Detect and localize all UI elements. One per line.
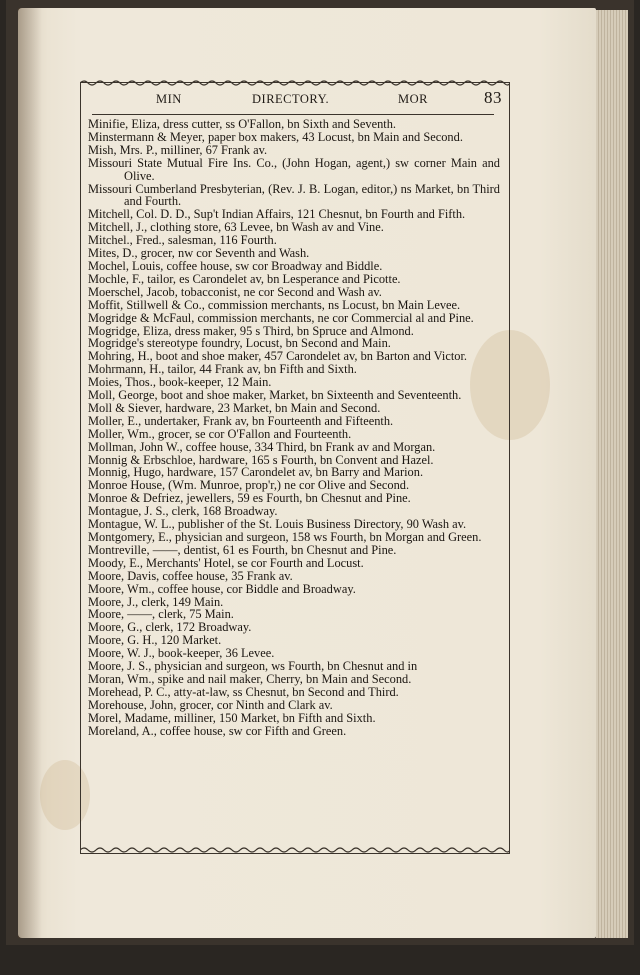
directory-entry: Mogridge, Eliza, dress maker, 95 s Third, bn Spruce and Almond. [88,323,414,338]
directory-entry: Monnig & Erbschloe, hardware, 165 s Fourth, bn Convent and Hazel. [88,452,434,467]
page-edges [596,10,628,938]
header-rule [92,114,494,115]
directory-entry: Moller, E., undertaker, Frank av, bn Fourteenth and Fifteenth. [88,413,394,428]
directory-entry: Morehouse, John, grocer, cor Ninth and Clark av. [88,697,333,712]
directory-entry: Missouri Cumberland Presbyterian, (Rev. J. B. Logan, editor,) ns Market, bn Third and Fourth. [88,181,500,209]
directory-entry: Moore, W. J., book-keeper, 36 Levee. [88,646,275,661]
directory-entry: Mohring, H., boot and shoe maker, 457 Carondelet av, bn Barton and Victor. [88,349,468,364]
directory-entry: Mochel, Louis, coffee house, sw cor Broadway and Biddle. [88,258,383,273]
directory-entry: Moran, Wm., spike and nail maker, Cherry, bn Main and Second. [88,671,412,686]
directory-entry: Moore, J., clerk, 149 Main. [88,594,224,609]
directory-entry: Monroe & Defriez, jewellers, 59 es Fourth, bn Chesnut and Pine. [88,491,411,506]
directory-entry: Moore, G. H., 120 Market. [88,633,222,648]
directory-entry: Mollman, John W., coffee house, 334 Third, bn Frank av and Morgan. [88,439,436,454]
directory-entry: Moller, Wm., grocer, se cor O'Fallon and Fourteenth. [88,426,352,441]
directory-entry: Monnig, Hugo, hardware, 157 Carondelet av, bn Barry and Marion. [88,465,424,480]
directory-entry: Montgomery, E., physician and surgeon, 158 ws Fourth, bn Morgan and Green. [88,530,482,544]
directory-entry: Missouri State Mutual Fire Ins. Co., (John Hogan, agent,) sw corner Main and Olive. [88,155,500,183]
directory-entry: Moll, George, boot and shoe maker, Market, bn Sixteenth and Seventeenth. [88,388,462,403]
directory-entry: Minstermann & Meyer, paper box makers, 43 Locust, bn Main and Second. [88,129,463,144]
page-number: 83 [484,88,502,107]
directory-entry: Moore, Davis, coffee house, 35 Frank av. [88,568,293,583]
directory-entry: Mites, D., grocer, nw cor Seventh and Wash. [88,246,310,261]
directory-entry: Moreland, A., coffee house, sw cor Fifth and Green. [88,723,347,738]
directory-entry: Moll & Siever, hardware, 23 Market, bn Main and Second. [88,400,381,415]
directory-entry: Minifie, Eliza, dress cutter, ss O'Fallon, bn Sixth and Seventh. [88,117,397,131]
directory-entry: Montague, W. L., publisher of the St. Louis Business Directory, 90 Wash av. [88,517,467,532]
directory-entry: Moore, G., clerk, 172 Broadway. [88,620,252,635]
header-title: DIRECTORY. [252,92,330,106]
directory-entry: Mochle, F., tailor, es Carondelet av, bn Lesperance and Picotte. [88,271,401,286]
spine-shadow [18,8,42,938]
directory-entry: Moore, J. S., physician and surgeon, ws Fourth, bn Chesnut and in [88,659,418,674]
directory-entries [88,118,500,738]
directory-entry: Morehead, P. C., atty-at-law, ss Chesnut, bn Second and Third. [88,684,399,699]
directory-entry: Montague, J. S., clerk, 168 Broadway. [88,504,278,519]
directory-entry: Moerschel, Jacob, tobacconist, ne cor Second and Wash av. [88,284,382,299]
directory-entry: Moies, Thos., book-keeper, 12 Main. [88,375,272,390]
header-right-guide-word: MOR [398,92,428,106]
directory-entry: Morel, Madame, milliner, 150 Market, bn Fifth and Sixth. [88,710,376,725]
directory-entry: Mitchell, Col. D. D., Sup't Indian Affairs, 121 Chesnut, bn Fourth and Fifth. [88,207,466,222]
running-header [80,88,506,110]
directory-entry: Mogridge's stereotype foundry, Locust, bn Second and Main. [88,336,391,351]
directory-entry: Moore, Wm., coffee house, cor Biddle and Broadway. [88,581,356,596]
directory-entry: Monroe House, (Wm. Munroe, prop'r,) ne cor Olive and Second. [88,478,410,493]
directory-entry: Moffit, Stillwell & Co., commission merchants, ns Locust, bn Main Levee. [88,297,461,312]
directory-entry: Mogridge & McFaul, commission merchants, ne cor Commercial al and Pine. [88,310,474,325]
directory-entry: Mitchell, J., clothing store, 63 Levee, bn Wash av and Vine. [88,220,384,235]
directory-entry: Montreville, ——, dentist, 61 es Fourth, bn Chesnut and Pine. [88,542,397,557]
directory-entry: Moody, E., Merchants' Hotel, se cor Fourth and Locust. [88,555,364,570]
directory-entry: Moore, ——, clerk, 75 Main. [88,607,234,622]
directory-entry: Mohrmann, H., tailor, 44 Frank av, bn Fifth and Sixth. [88,362,357,377]
directory-entry: Mitchel., Fred., salesman, 116 Fourth. [88,233,277,248]
header-left-guide-word: MIN [156,92,182,106]
directory-entry: Mish, Mrs. P., milliner, 67 Frank av. [88,142,268,157]
